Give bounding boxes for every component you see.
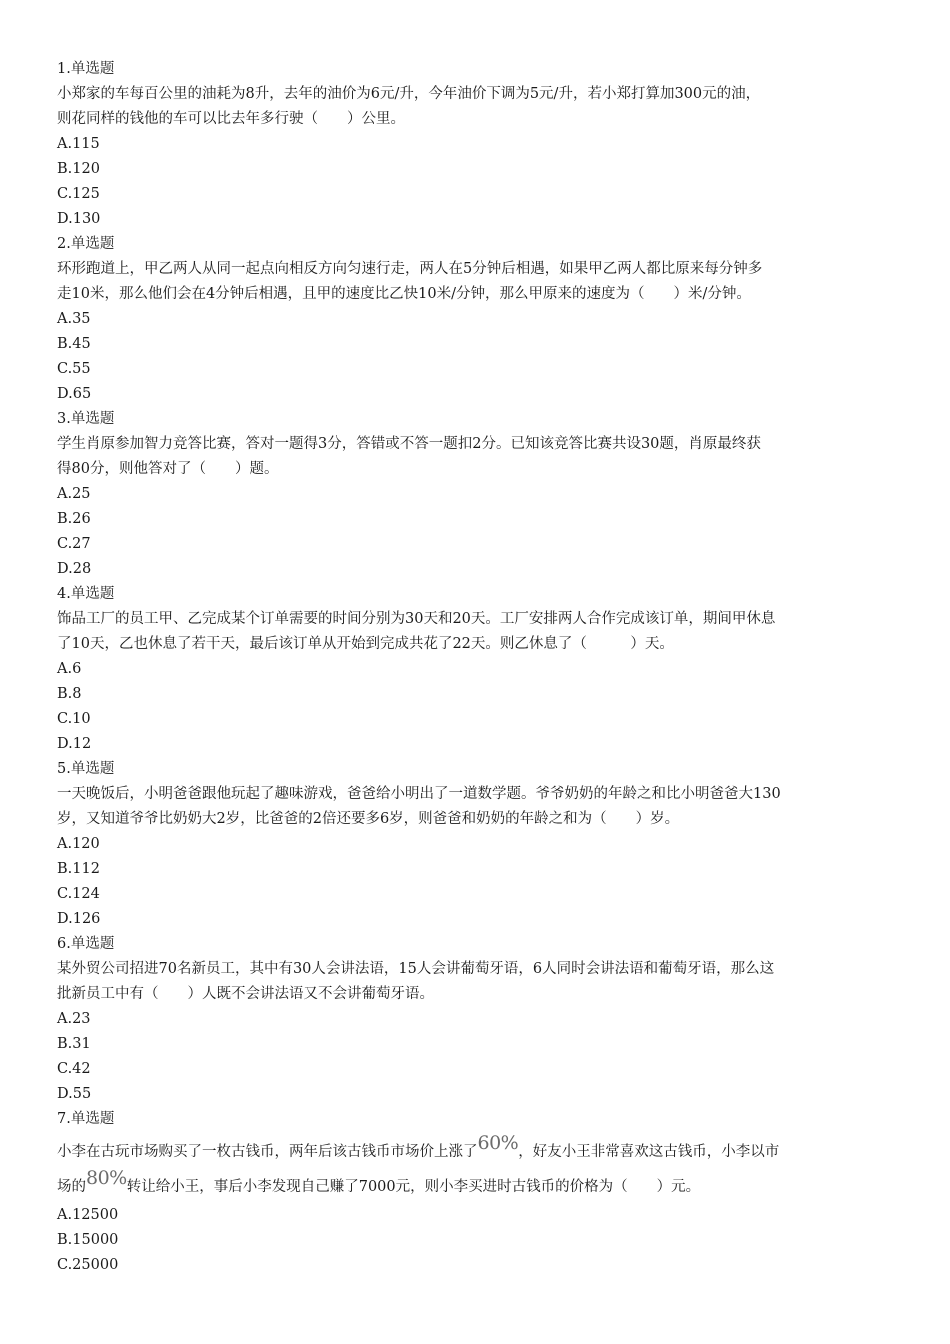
option-b: B.31 bbox=[57, 1036, 91, 1052]
question-4 bbox=[57, 582, 897, 757]
question-page bbox=[57, 57, 897, 1278]
option-c: C.25000 bbox=[57, 1257, 119, 1273]
question-stem-line: 了10天，乙也休息了若干天，最后该订单从开始到完成共花了22天。则乙休息了（ ）天。 bbox=[57, 636, 674, 652]
question-stem-line: 批新员工中有（ ）人既不会讲法语又不会讲葡萄牙语。 bbox=[57, 986, 434, 1002]
question-stem-line: 环形跑道上，甲乙两人从同一起点向相反方向匀速行走，两人在5分钟后相遇，如果甲乙两人都比原来每分钟多 bbox=[57, 261, 763, 277]
question-2 bbox=[57, 232, 897, 407]
question-stem-line: 学生肖原参加智力竞答比赛，答对一题得3分，答错或不答一题扣2分。已知该竞答比赛共设30题，肖原最终获 bbox=[57, 436, 761, 452]
option-a: A.6 bbox=[57, 661, 82, 677]
option-c: C.125 bbox=[57, 186, 100, 202]
percent-formula: 80% bbox=[86, 1167, 127, 1189]
option-d: D.12 bbox=[57, 736, 92, 752]
option-b: B.112 bbox=[57, 861, 100, 877]
question-stem-line: 岁，又知道爷爷比奶奶大2岁，比爸爸的2倍还要多6岁，则爸爸和奶奶的年龄之和为（ ）岁。 bbox=[57, 811, 680, 827]
option-b: B.120 bbox=[57, 161, 100, 177]
question-header: 7.单选题 bbox=[57, 1111, 115, 1127]
question-1 bbox=[57, 57, 897, 232]
question-stem-line: 则花同样的钱他的车可以比去年多行驶（ ）公里。 bbox=[57, 111, 405, 127]
question-stem-line: 一天晚饭后，小明爸爸跟他玩起了趣味游戏，爸爸给小明出了一道数学题。爷爷奶奶的年龄之和比小明爸爸大130 bbox=[57, 786, 781, 802]
question-3 bbox=[57, 407, 897, 582]
question-stem-line: 某外贸公司招进70名新员工，其中有30人会讲法语，15人会讲葡萄牙语，6人同时会讲法语和葡萄牙语，那么这 bbox=[57, 961, 775, 977]
option-d: D.28 bbox=[57, 561, 92, 577]
stem-text: 转让给小王，事后小李发现自己赚了7000元，则小李买进时古钱币的价格为（ ）元。 bbox=[126, 1179, 701, 1195]
question-header: 3.单选题 bbox=[57, 411, 115, 427]
stem-text: 小李在古玩市场购买了一枚古钱币，两年后该古钱币市场价上涨了 bbox=[57, 1144, 478, 1160]
question-stem-line bbox=[57, 1167, 897, 1202]
option-a: A.120 bbox=[57, 836, 100, 852]
option-a: A.25 bbox=[57, 486, 91, 502]
option-d: D.130 bbox=[57, 211, 101, 227]
question-stem-line: 走10米，那么他们会在4分钟后相遇，且甲的速度比乙快10米/分钟，那么甲原来的速度为（ ）米/分钟。 bbox=[57, 286, 751, 302]
question-stem-line bbox=[57, 1132, 897, 1167]
option-a: A.12500 bbox=[57, 1207, 119, 1223]
question-6 bbox=[57, 932, 897, 1107]
option-c: C.27 bbox=[57, 536, 91, 552]
question-5 bbox=[57, 757, 897, 932]
question-stem-line: 得80分，则他答对了（ ）题。 bbox=[57, 461, 279, 477]
question-header: 1.单选题 bbox=[57, 61, 115, 77]
question-header: 6.单选题 bbox=[57, 936, 115, 952]
stem-text: 场的 bbox=[57, 1179, 86, 1195]
question-7 bbox=[57, 1107, 897, 1278]
option-c: C.55 bbox=[57, 361, 91, 377]
question-header: 4.单选题 bbox=[57, 586, 115, 602]
option-a: A.115 bbox=[57, 136, 100, 152]
question-header: 5.单选题 bbox=[57, 761, 115, 777]
option-b: B.15000 bbox=[57, 1232, 119, 1248]
question-stem-line: 饰品工厂的员工甲、乙完成某个订单需要的时间分别为30天和20天。工厂安排两人合作完成该订单，期间甲休息 bbox=[57, 611, 776, 627]
option-d: D.65 bbox=[57, 386, 92, 402]
option-b: B.26 bbox=[57, 511, 91, 527]
option-d: D.126 bbox=[57, 911, 101, 927]
option-b: B.8 bbox=[57, 686, 82, 702]
option-a: A.23 bbox=[57, 1011, 91, 1027]
question-header: 2.单选题 bbox=[57, 236, 115, 252]
option-c: C.10 bbox=[57, 711, 91, 727]
option-b: B.45 bbox=[57, 336, 91, 352]
option-d: D.55 bbox=[57, 1086, 92, 1102]
option-c: C.42 bbox=[57, 1061, 91, 1077]
option-a: A.35 bbox=[57, 311, 91, 327]
option-c: C.124 bbox=[57, 886, 100, 902]
question-stem-line: 小郑家的车每百公里的油耗为8升，去年的油价为6元/升，今年油价下调为5元/升，若小郑打算加300元的油， bbox=[57, 86, 761, 102]
stem-text: ，好友小王非常喜欢这古钱币，小李以市 bbox=[518, 1144, 780, 1160]
percent-formula: 60% bbox=[477, 1132, 519, 1154]
